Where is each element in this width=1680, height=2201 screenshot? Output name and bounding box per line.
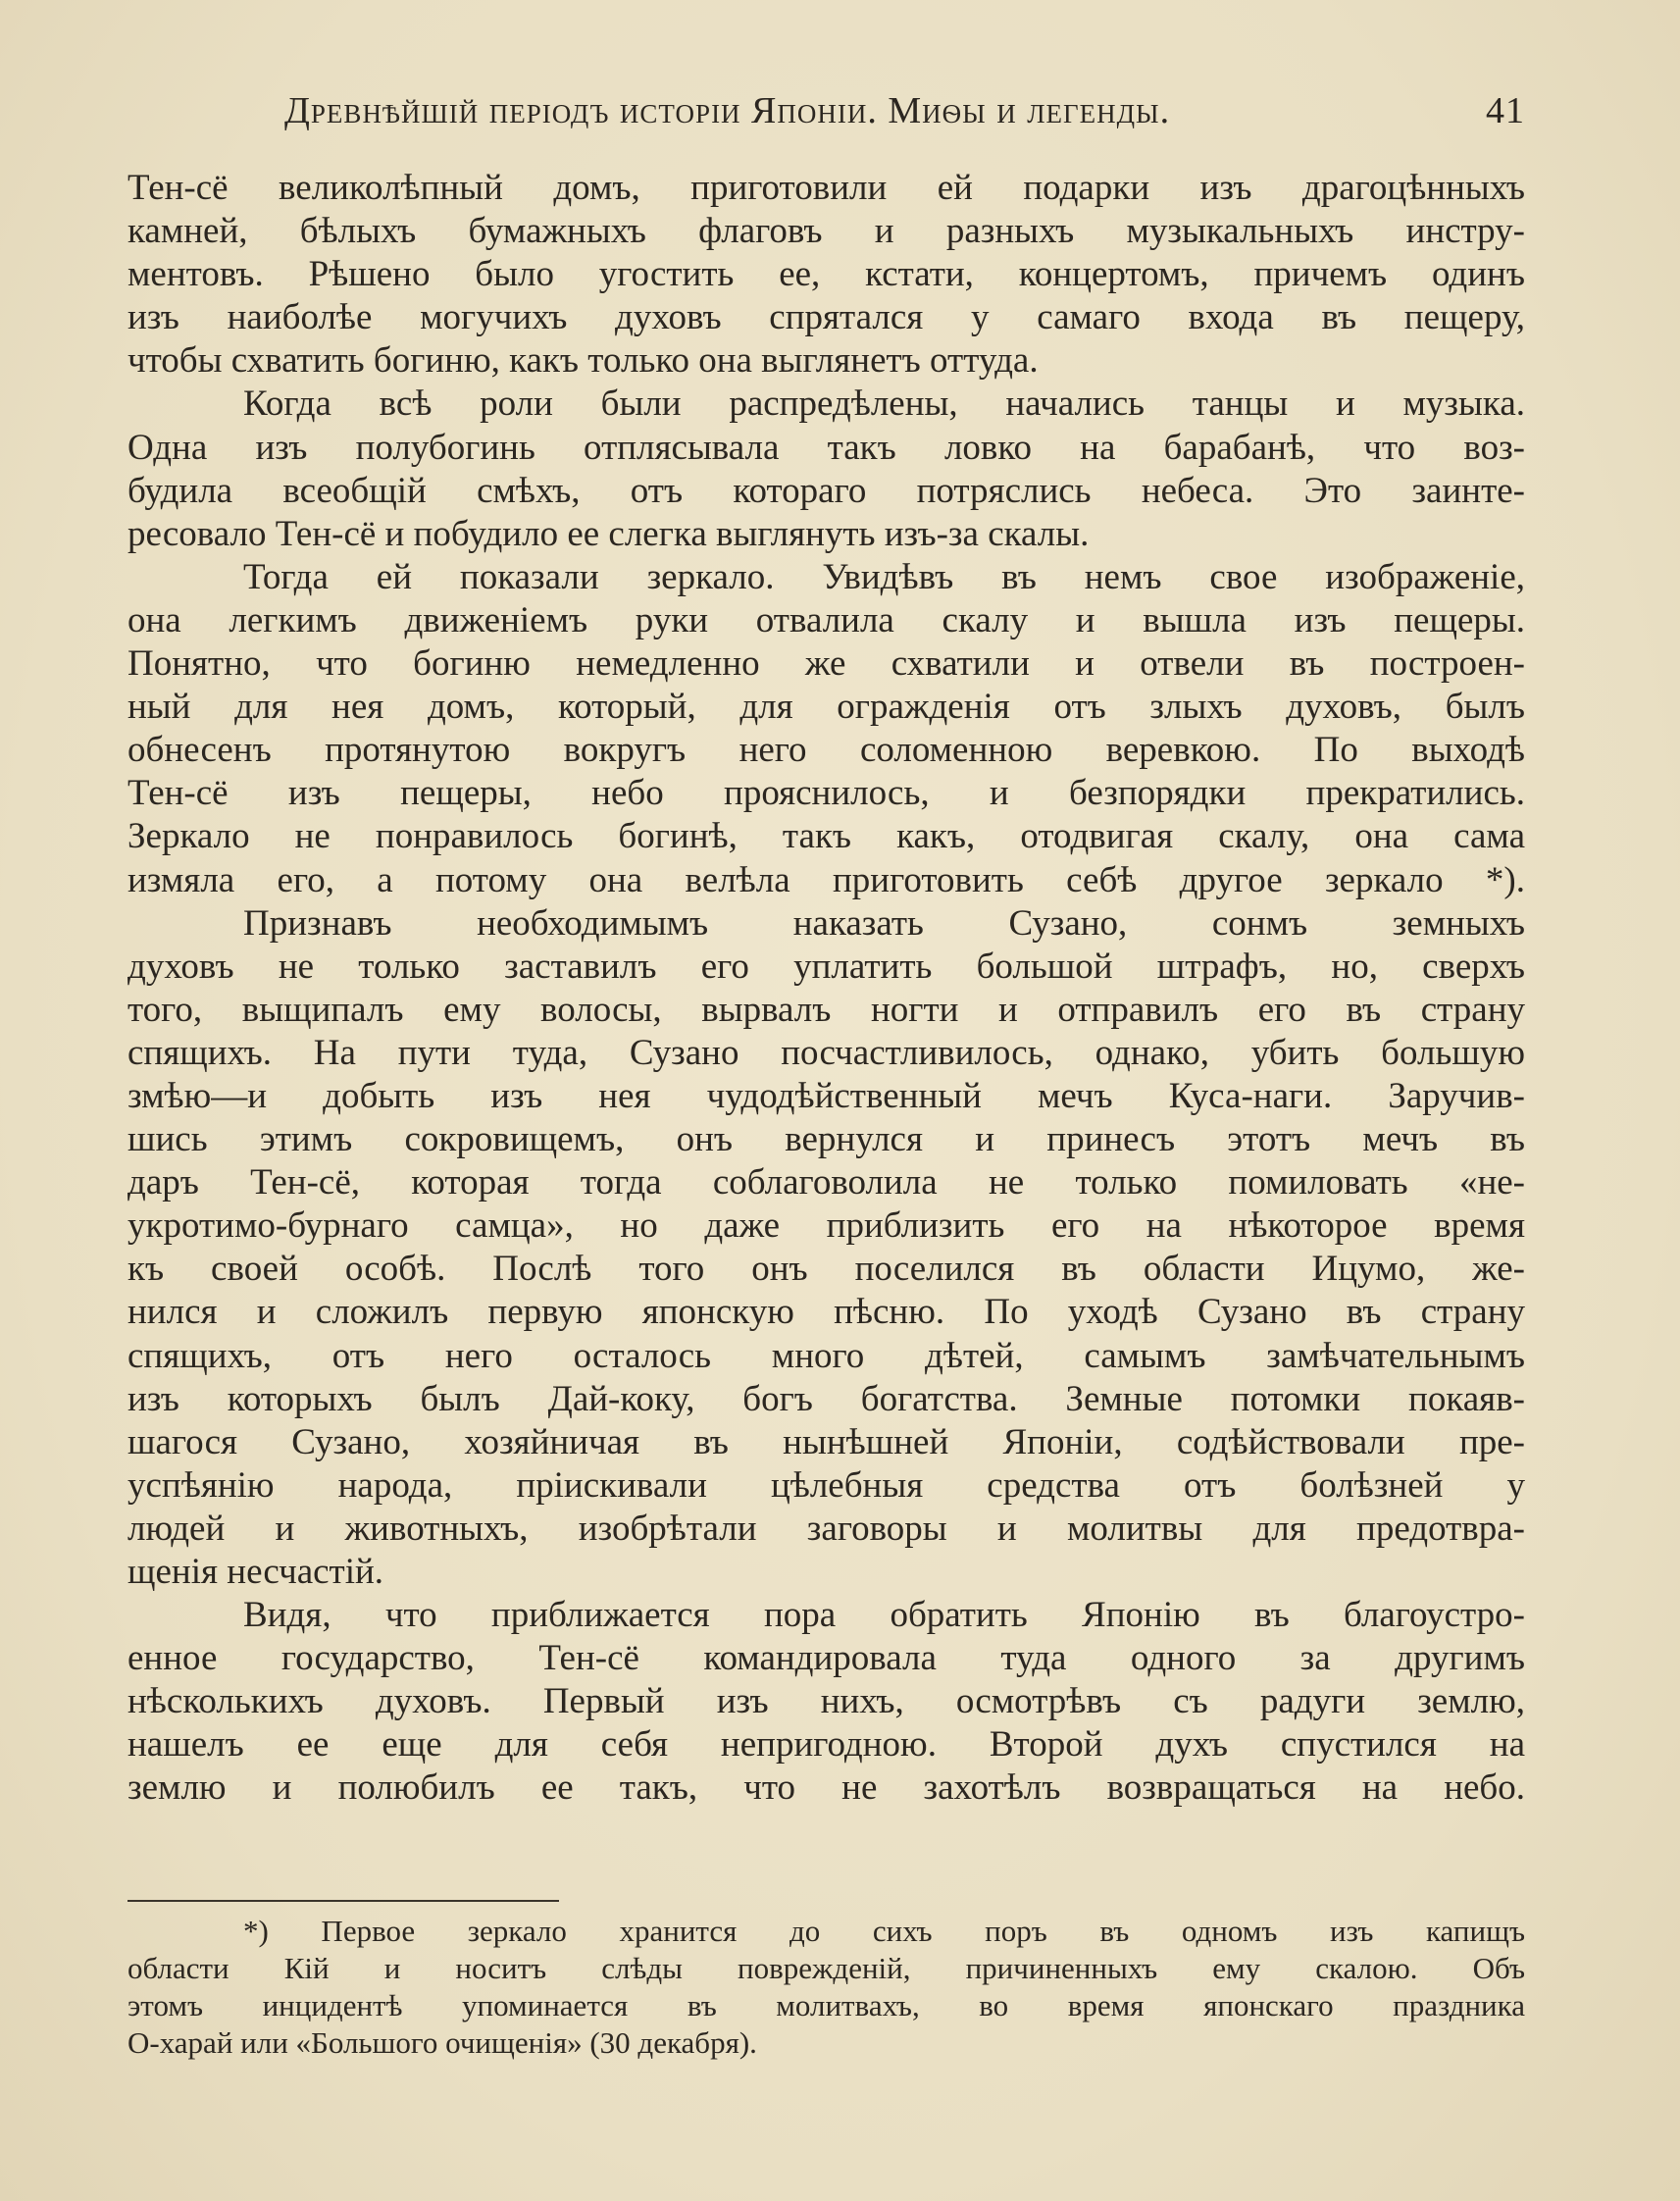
text-line: камней, бѣлыхъ бумажныхъ флаговъ и разныхъ музыкальныхъ инстру- [127,211,1525,252]
text-line: енное государство, Тен-сё командировала туда одного за другимъ [127,1638,1525,1679]
body-text [127,167,1525,1811]
footnote-line: *) Первое зеркало хранится до сихъ поръ въ одномъ изъ капищъ [243,1914,1525,1948]
paragraph-first-line: Тогда ей показали зеркало. Увидѣвъ въ немъ свое изображеніе, [243,556,1525,597]
footnote-line: этомъ инцидентѣ упоминается въ молитвахъ, во время японскаго праздника [127,1988,1525,2022]
text-line: щенія несчастій. [127,1552,384,1592]
text-line: Тен-сё великолѣпный домъ, приготовили ей подарки изъ драгоцѣнныхъ [127,168,1525,208]
paragraph-first-line: Когда всѣ роли были распредѣлены, начались танцы и музыка. [243,384,1525,425]
text-line: ресовало Тен-сё и побудило ее слегка выглянуть изъ-за скалы. [127,513,1090,554]
text-line: спящихъ. На пути туда, Сузано посчастливилось, однако, убить большую [127,1032,1525,1073]
text-line: она легкимъ движеніемъ руки отвалила скалу и вышла изъ пещеры. [127,599,1525,640]
text-line: нѣсколькихъ духовъ. Первый изъ нихъ, осмотрѣвъ съ радуги землю, [127,1681,1525,1722]
text-line: будила всеобщій смѣхъ, отъ котораго потряслись небеса. Это заинте- [127,470,1525,511]
footnote-line: области Кій и носитъ слѣды поврежденій, причиненныхъ ему скалою. Объ [127,1951,1525,1985]
text-line: шагося Сузано, хозяйничая въ нынѣшней Японіи, содѣйствовали пре- [127,1421,1525,1462]
text-line: измяла его, а потому она велѣла приготовить себѣ другое зеркало *). [127,859,1525,900]
text-line: ментовъ. Рѣшено было угостить ее, кстати, концертомъ, причемъ одинъ [127,254,1525,295]
text-line: къ своей особѣ. Послѣ того онъ поселился въ области Ицумо, же- [127,1249,1525,1290]
text-line: того, выщипалъ ему волосы, вырвалъ ногти и отправилъ его въ страну [127,989,1525,1030]
text-line: чтобы схватить богиню, какъ только она выглянетъ оттуда. [127,340,1039,382]
text-line: даръ Тен-сё, которая тогда соблаговолила не только помиловать «не- [127,1162,1525,1203]
text-line: изъ которыхъ былъ Дай-коку, богъ богатства. Земные потомки покаяв- [127,1378,1525,1419]
paragraph-first-line: Видя, что приближается пора обратить Японію въ благоустро- [243,1595,1525,1636]
text-line: Понятно, что богиню немедленно же схватили и отвели въ построен- [127,643,1525,685]
text-line: укротимо-бурнаго самца», но даже приблизить его на нѣкоторое время [127,1205,1525,1247]
text-line: нился и сложилъ первую японскую пѣсню. По уходѣ Сузано въ страну [127,1292,1525,1333]
text-line: змѣю—и добыть изъ нея чудодѣйственный мечъ Куса-наги. Заручив- [127,1075,1525,1116]
text-line: изъ наиболѣе могучихъ духовъ спрятался у самаго входа въ пещеру, [127,297,1525,338]
running-head-title: Древнѣйшій періодъ исторіи Японіи. Миѳы и легенды. [284,90,1171,131]
text-line: Зеркало не понравилось богинѣ, такъ какъ, отодвигая скалу, она сама [127,816,1525,857]
footnote-divider [127,1900,559,1902]
running-head [127,86,1525,135]
text-line: Тен-сё изъ пещеры, небо прояснилось, и безпорядки прекратились. [127,773,1525,814]
text-line: обнесенъ протянутою вокругъ него соломенною веревкою. По выходѣ [127,730,1525,771]
footnote-line: О-харай или «Большого очищенія» (30 декабря). [127,2025,757,2060]
text-line: землю и полюбилъ ее такъ, что не захотѣлъ возвращаться на небо. [127,1767,1525,1809]
paragraph-first-line: Признавъ необходимымъ наказать Сузано, сонмъ земныхъ [243,902,1525,944]
text-line: шись этимъ сокровищемъ, онъ вернулся и принесъ этотъ мечъ въ [127,1119,1525,1160]
text-line: духовъ не только заставилъ его уплатить большой штрафъ, но, сверхъ [127,946,1525,987]
text-line: спящихъ, отъ него осталось много дѣтей, самымъ замѣчательнымъ [127,1335,1525,1376]
text-line: Одна изъ полубогинь отплясывала такъ ловко на барабанѣ, что воз- [127,427,1525,468]
footnote [127,1913,1525,2062]
text-line: нашелъ ее еще для себя непригодною. Второй духъ спустился на [127,1724,1525,1766]
page-number: 41 [1486,90,1525,131]
text-line: ный для нея домъ, который, для огражденія отъ злыхъ духовъ, былъ [127,687,1525,728]
text-line: людей и животныхъ, изобрѣтали заговоры и молитвы для предотвра- [127,1508,1525,1549]
text-line: успѣянію народа, пріискивали цѣлебныя средства отъ болѣзней у [127,1464,1525,1506]
